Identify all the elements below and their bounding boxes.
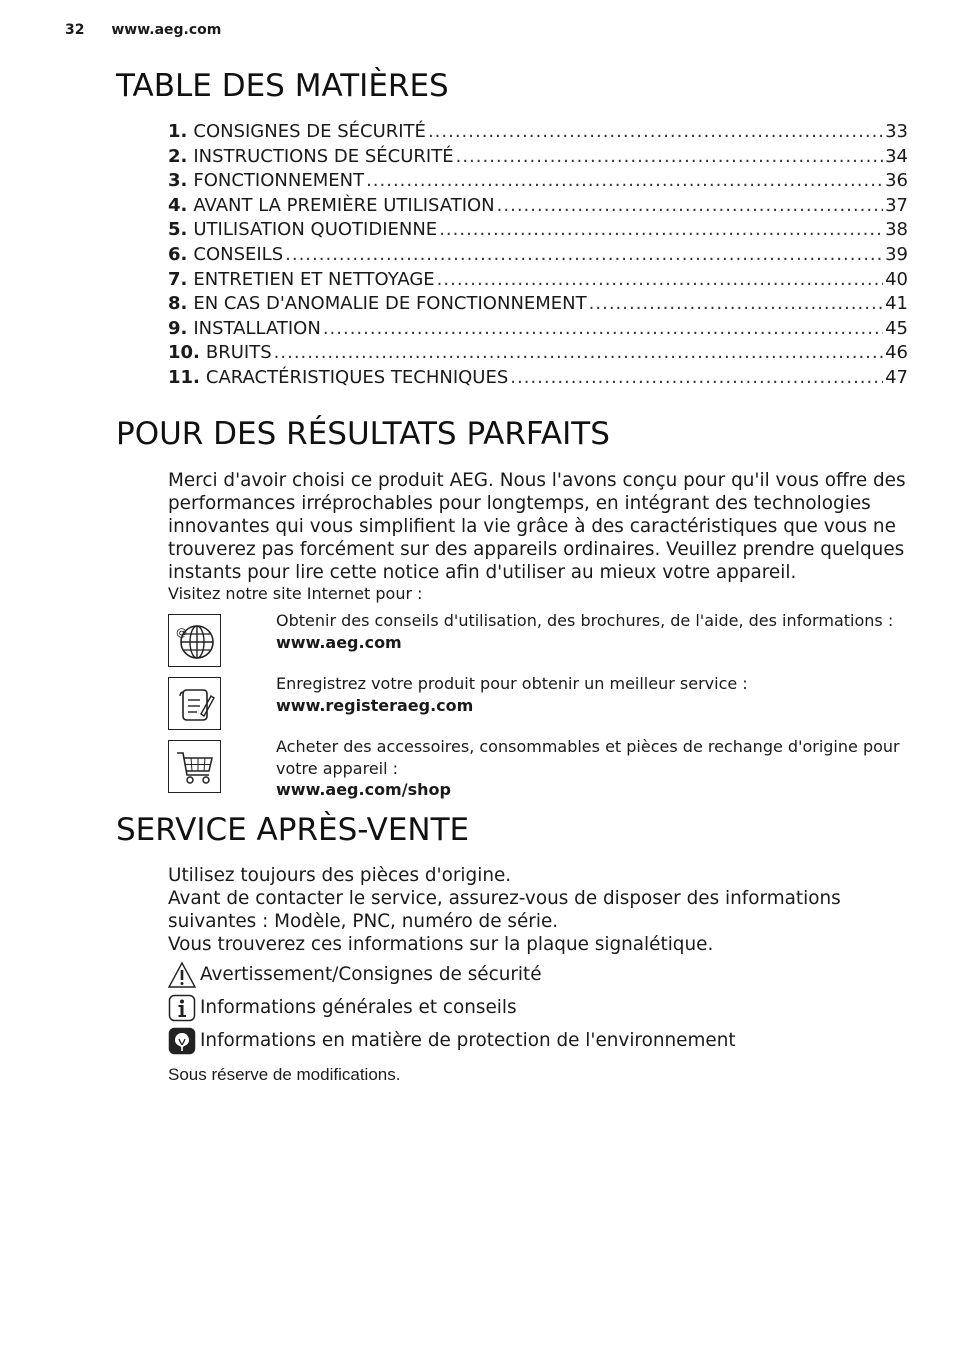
legend-warning — [168, 961, 542, 989]
toc-entry-10[interactable] — [168, 341, 908, 366]
toc-leader — [323, 317, 883, 342]
toc-entry-11[interactable] — [168, 366, 908, 391]
toc-leader — [589, 292, 883, 317]
link-url-shop[interactable]: www.aeg.com/shop — [276, 780, 451, 799]
register-icon — [168, 677, 221, 730]
page-number: 32 — [65, 22, 85, 38]
legend-info — [168, 994, 517, 1022]
toc-leader — [274, 341, 883, 366]
toc-label: EN CAS D'ANOMALIE DE FONCTIONNEMENT — [193, 293, 587, 315]
table-of-contents — [168, 120, 908, 391]
header-site[interactable]: www.aeg.com — [111, 22, 222, 38]
toc-num: 4. — [168, 194, 188, 216]
toc-label: BRUITS — [205, 342, 272, 364]
toc-page: 46 — [885, 342, 908, 364]
toc-entry-1[interactable] — [168, 120, 908, 145]
toc-leader — [428, 120, 883, 145]
toc-label: INSTRUCTIONS DE SÉCURITÉ — [193, 145, 454, 167]
toc-num: 6. — [168, 243, 188, 265]
link-item-register — [276, 673, 916, 716]
toc-page: 39 — [885, 243, 908, 265]
toc-label: UTILISATION QUOTIDIENNE — [193, 219, 438, 241]
toc-page: 47 — [885, 366, 908, 388]
toc-page: 40 — [885, 268, 908, 290]
toc-leader — [497, 194, 883, 219]
modification-note: Sous réserve de modifications. — [168, 1065, 401, 1084]
toc-num: 8. — [168, 293, 188, 315]
toc-label: FONCTIONNEMENT — [193, 170, 365, 192]
toc-entry-8[interactable] — [168, 292, 908, 317]
cart-icon — [168, 740, 221, 793]
toc-leader — [510, 366, 883, 391]
toc-leader — [285, 243, 883, 268]
legend-text: Informations en matière de protection de l'environnement — [200, 1030, 736, 1051]
legend-text: Avertissement/Consignes de sécurité — [200, 964, 542, 985]
toc-entry-2[interactable] — [168, 145, 908, 170]
toc-label: CONSEILS — [193, 243, 284, 265]
link-item-shop — [276, 736, 916, 801]
toc-num: 9. — [168, 317, 188, 339]
legend-environment — [168, 1027, 736, 1055]
toc-num: 3. — [168, 170, 188, 192]
service-line-1: Utilisez toujours des pièces d'origine. — [168, 865, 512, 886]
toc-page: 41 — [885, 293, 908, 315]
service-line-3: Vous trouverez ces informations sur la plaque signalétique. — [168, 934, 714, 955]
link-desc: Acheter des accessoires, consommables et pièces de rechange d'origine pour votre appareil : — [276, 737, 900, 778]
toc-title: TABLE DES MATIÈRES — [116, 68, 449, 104]
toc-label: INSTALLATION — [193, 317, 321, 339]
environment-icon — [168, 1027, 196, 1055]
link-item-info — [276, 610, 916, 653]
toc-entry-5[interactable] — [168, 218, 908, 243]
toc-num: 5. — [168, 219, 188, 241]
toc-entry-6[interactable] — [168, 243, 908, 268]
toc-label: ENTRETIEN ET NETTOYAGE — [193, 268, 435, 290]
toc-label: CARACTÉRISTIQUES TECHNIQUES — [205, 366, 509, 388]
results-title: POUR DES RÉSULTATS PARFAITS — [116, 416, 610, 452]
toc-num: 7. — [168, 268, 188, 290]
toc-label: AVANT LA PREMIÈRE UTILISATION — [193, 194, 495, 216]
toc-leader — [366, 169, 883, 194]
toc-entry-3[interactable] — [168, 169, 908, 194]
toc-num: 11. — [168, 366, 200, 388]
toc-entry-7[interactable] — [168, 268, 908, 293]
globe-icon — [168, 614, 221, 667]
warning-icon — [168, 961, 196, 989]
toc-num: 10. — [168, 342, 200, 364]
link-desc: Obtenir des conseils d'utilisation, des brochures, de l'aide, des informations : — [276, 611, 894, 630]
visit-label: Visitez notre site Internet pour : — [168, 584, 423, 603]
service-title: SERVICE APRÈS-VENTE — [116, 812, 470, 848]
legend-text: Informations générales et conseils — [200, 997, 517, 1018]
link-url-aeg[interactable]: www.aeg.com — [276, 632, 402, 652]
toc-label: CONSIGNES DE SÉCURITÉ — [193, 121, 426, 142]
link-url-register[interactable]: www.registeraeg.com — [276, 695, 474, 715]
info-icon — [168, 994, 196, 1022]
toc-page: 45 — [885, 317, 908, 339]
toc-leader — [456, 145, 884, 170]
results-intro: Merci d'avoir choisi ce produit AEG. Nous l'avons conçu pour qu'il vous offre des performances irréprochables pour longtemps, en intégrant des technologies innovantes qui vous simplifient la vie grâce à des caractéristiques que vous ne trouverez pas forcément sur des appareils ordinaires. Veuillez prendre quelques instants pour lire cette notice afin d'utiliser au mieux votre appareil. — [168, 470, 906, 583]
toc-leader — [439, 218, 883, 243]
svg-text:@: @ — [175, 625, 187, 639]
page-header — [65, 22, 221, 38]
toc-page: 38 — [885, 219, 908, 241]
toc-entry-9[interactable] — [168, 317, 908, 342]
service-line-2: Avant de contacter le service, assurez-vous de disposer des informations suivantes : Modèle, PNC, numéro de série. — [168, 888, 841, 932]
toc-page: 36 — [885, 170, 908, 192]
toc-page: 33 — [885, 121, 908, 142]
toc-leader — [437, 268, 883, 293]
link-desc: Enregistrez votre produit pour obtenir un meilleur service : — [276, 674, 748, 693]
toc-entry-4[interactable] — [168, 194, 908, 219]
toc-num: 1. — [168, 121, 188, 142]
toc-page: 37 — [885, 194, 908, 216]
service-text — [168, 864, 913, 956]
toc-page: 34 — [885, 145, 908, 167]
toc-num: 2. — [168, 145, 188, 167]
